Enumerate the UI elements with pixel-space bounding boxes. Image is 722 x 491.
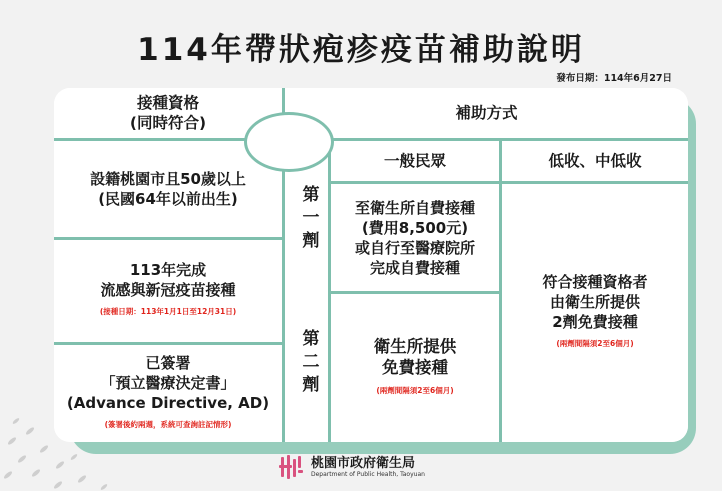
dose1-char2: 一 [302,208,320,228]
dose2-general-line2: 免費接種 [382,357,448,377]
subsidy-header-label: 補助方式 [455,104,518,122]
dose1-general-cell [331,184,499,291]
low-income-line3: 2劑免費接種 [552,313,638,331]
dose2-general-note: (兩劑間隔須2至6個月) [376,385,454,395]
dose1-label [298,184,324,253]
eligibility-row-vaccination [54,240,282,342]
general-public-header [331,141,499,181]
page-title: 114年帶狀疱疹疫苗補助說明 [137,32,585,68]
low-income-header [502,141,688,181]
center-circle-decoration [244,112,334,172]
eligibility-vaccine-year: 113年完成 [129,261,207,279]
health-bureau-logo-icon [278,453,306,481]
eligibility-vaccine-text: 流感與新冠疫苗接種 [100,281,236,299]
low-income-note: (兩劑間隔須2至6個月) [556,339,634,348]
subsidy-table [54,88,688,442]
eligibility-birth-text: (民國64年以前出生) [98,190,238,208]
org-name-en: Department of Public Health, Taoyuan [311,470,425,478]
eligibility-row-advance-directive [54,345,282,442]
org-name: 桃園市政府衛生局 [311,455,416,471]
low-income-line1: 符合接種資格者 [542,273,648,291]
dose2-general-cell [331,294,499,442]
eligibility-ad-line2: 「預立醫療決定書」 [100,373,236,392]
dose1-general-line3: 或自行至醫療院所 [354,238,475,257]
eligibility-ad-line3: (Advance Directive, AD) [66,393,270,412]
dose1-char1: 第 [302,185,320,205]
low-income-label: 低收、中低收 [548,152,642,170]
divider-row2 [54,342,282,345]
publish-date: 發布日期：114年6月27日 [556,73,672,84]
dose1-general-line1: 至衛生所自費接種 [354,198,475,217]
dose1-general-line4: 完成自費接種 [369,258,460,277]
eligibility-age-text: 設籍桃園市且50歲以上 [90,170,246,188]
eligibility-header-sub: (同時符合) [129,114,207,132]
dose2-char2: 二 [302,352,320,372]
divider-header [54,138,688,141]
dose2-char1: 第 [302,329,320,349]
divider-row1 [54,237,282,240]
eligibility-header-label: 接種資格 [136,94,199,112]
divider-subheader [328,181,688,184]
eligibility-ad-note: (簽署後約兩週，系統可查詢註記情形) [104,419,232,429]
org-logo-block [278,453,425,481]
general-public-label: 一般民眾 [383,152,446,170]
low-income-line2: 由衛生所提供 [549,293,640,311]
dose2-label [298,328,324,397]
dose1-char3: 劑 [302,231,320,251]
eligibility-ad-line1: 已簽署 [145,353,191,372]
dose2-general-line1: 衛生所提供 [373,336,457,356]
low-income-cell [502,184,688,442]
dose1-general-line2: (費用8,500元) [361,218,469,237]
dose2-char3: 劑 [302,375,320,395]
subsidy-header [285,88,688,138]
divider-dose-rows [328,291,499,294]
divider-groups [499,141,502,442]
eligibility-vaccine-note: (接種日期：113年1月1日至12月31日) [99,307,237,316]
